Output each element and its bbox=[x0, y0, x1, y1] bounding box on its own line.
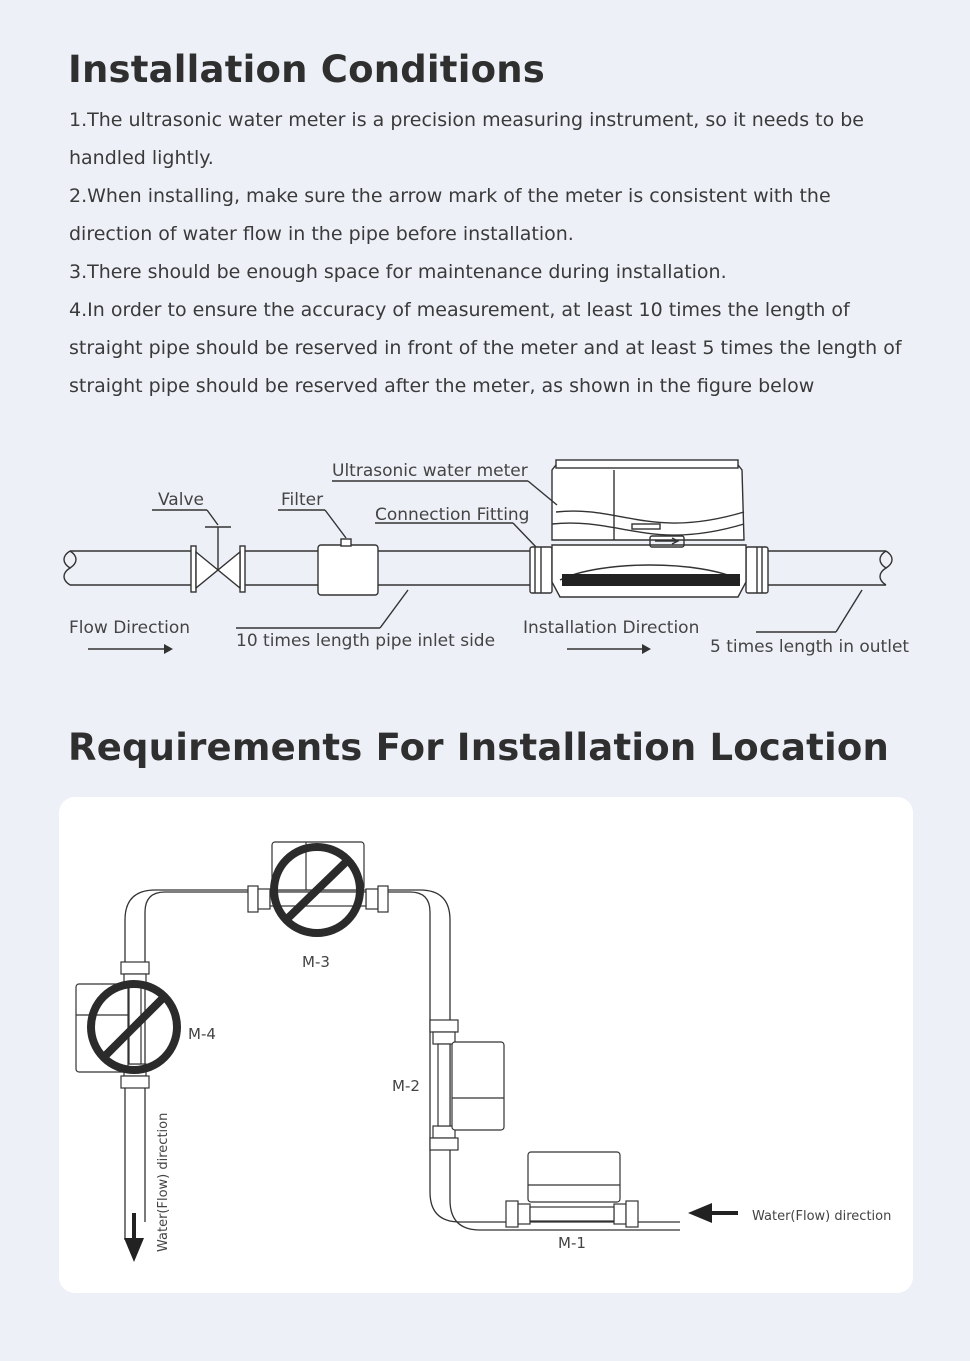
flow-direction-down-label: Water(Flow) direction bbox=[156, 1112, 171, 1252]
m2-label: M-2 bbox=[392, 1077, 420, 1095]
installation-direction-label: Installation Direction bbox=[523, 618, 700, 638]
filter-label: Filter bbox=[281, 490, 324, 510]
flow-direction-label: Flow Direction bbox=[69, 618, 191, 638]
section-title-installation-location: Requirements For Installation Location bbox=[68, 726, 890, 769]
condition-2: 2.When installing, make sure the arrow mark of the meter is consistent with the direction of water flow in the pipe before installation. bbox=[69, 185, 831, 245]
valve-label: Valve bbox=[158, 490, 204, 510]
installation-location-card bbox=[59, 797, 913, 1293]
installation-conditions-list bbox=[69, 101, 919, 405]
outlet-label: 5 times length in outlet bbox=[710, 637, 910, 657]
installation-location-diagram bbox=[59, 797, 913, 1293]
m3-label: M-3 bbox=[302, 953, 330, 971]
flow-direction-right-label: Water(Flow) direction bbox=[752, 1209, 892, 1224]
inlet-label: 10 times length pipe inlet side bbox=[236, 631, 496, 651]
section-title-installation-conditions: Installation Conditions bbox=[68, 48, 545, 91]
condition-1: 1.The ultrasonic water meter is a precision measuring instrument, so it needs to be handled lightly. bbox=[69, 109, 864, 169]
fitting-label: Connection Fitting bbox=[375, 505, 530, 525]
m4-label: M-4 bbox=[188, 1025, 216, 1043]
condition-4: 4.In order to ensure the accuracy of measurement, at least 10 times the length of straight pipe should be reserved in front of the meter and at least 5 times the length of straight pipe should be reserved after the meter, as shown in the figure below bbox=[69, 299, 902, 397]
condition-3: 3.There should be enough space for maintenance during installation. bbox=[69, 261, 727, 283]
pipe-installation-diagram bbox=[0, 440, 970, 680]
meter-label: Ultrasonic water meter bbox=[332, 461, 528, 481]
m1-label: M-1 bbox=[558, 1234, 586, 1252]
